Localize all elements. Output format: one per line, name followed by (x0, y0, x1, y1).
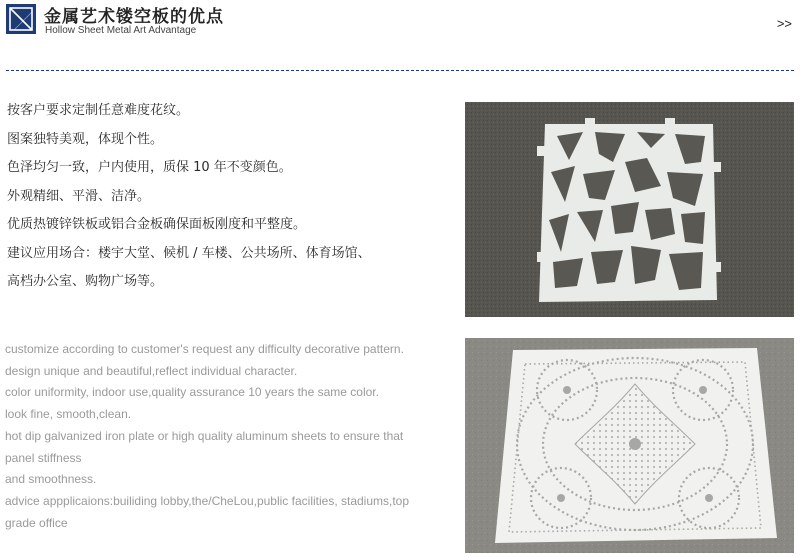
list-item: 建议应用场合：楼宇大堂、候机 / 车楼、公共场所、体育场馆、 (7, 245, 371, 261)
list-item: design unique and beautiful,reflect individual character. (5, 363, 298, 378)
list-item: 优质热镀锌铁板或铝合金板确保面板刚度和平整度。 (7, 217, 307, 232)
list-item: hot dip galvanized iron plate or high quality aluminum sheets to ensure that panel stiffness (5, 428, 404, 465)
list-item: color uniformity, indoor use,quality assurance 10 years the same color. (5, 385, 379, 400)
more-link[interactable]: >> (776, 16, 792, 31)
list-item: 按客户要求定制任意难度花纹。 (7, 103, 190, 118)
floral-perforated-panel-photo (465, 338, 794, 553)
list-item: look fine, smooth,clean. (5, 407, 132, 422)
list-item: 色泽均匀一致，户内使用，质保 10 年不变颜色。 (7, 160, 292, 175)
page-title: 金属艺术镂空板的优点 (44, 7, 224, 27)
geometric-hollow-panel-photo (465, 102, 794, 317)
list-item: and smoothness. (5, 472, 97, 487)
list-item: 图案独特美观，体现个性。 (7, 131, 164, 147)
list-item: customize according to customer's request any difficulty decorative pattern. (5, 342, 404, 356)
company-logo (6, 4, 36, 34)
list-item: 高档办公室、购物广场等。 (7, 274, 164, 289)
features-list-en (5, 339, 415, 534)
diagonal-square-logo-icon (6, 4, 36, 34)
list-item: advice appplicaions:builiding lobby,the/CheLou,public facilities, stadiums,top grade office (5, 493, 410, 530)
list-item: 外观精细、平滑、洁净。 (7, 188, 151, 204)
features-list-cn (7, 103, 447, 303)
dashed-divider (6, 70, 794, 71)
page-subtitle: Hollow Sheet Metal Art Advantage (45, 25, 197, 36)
